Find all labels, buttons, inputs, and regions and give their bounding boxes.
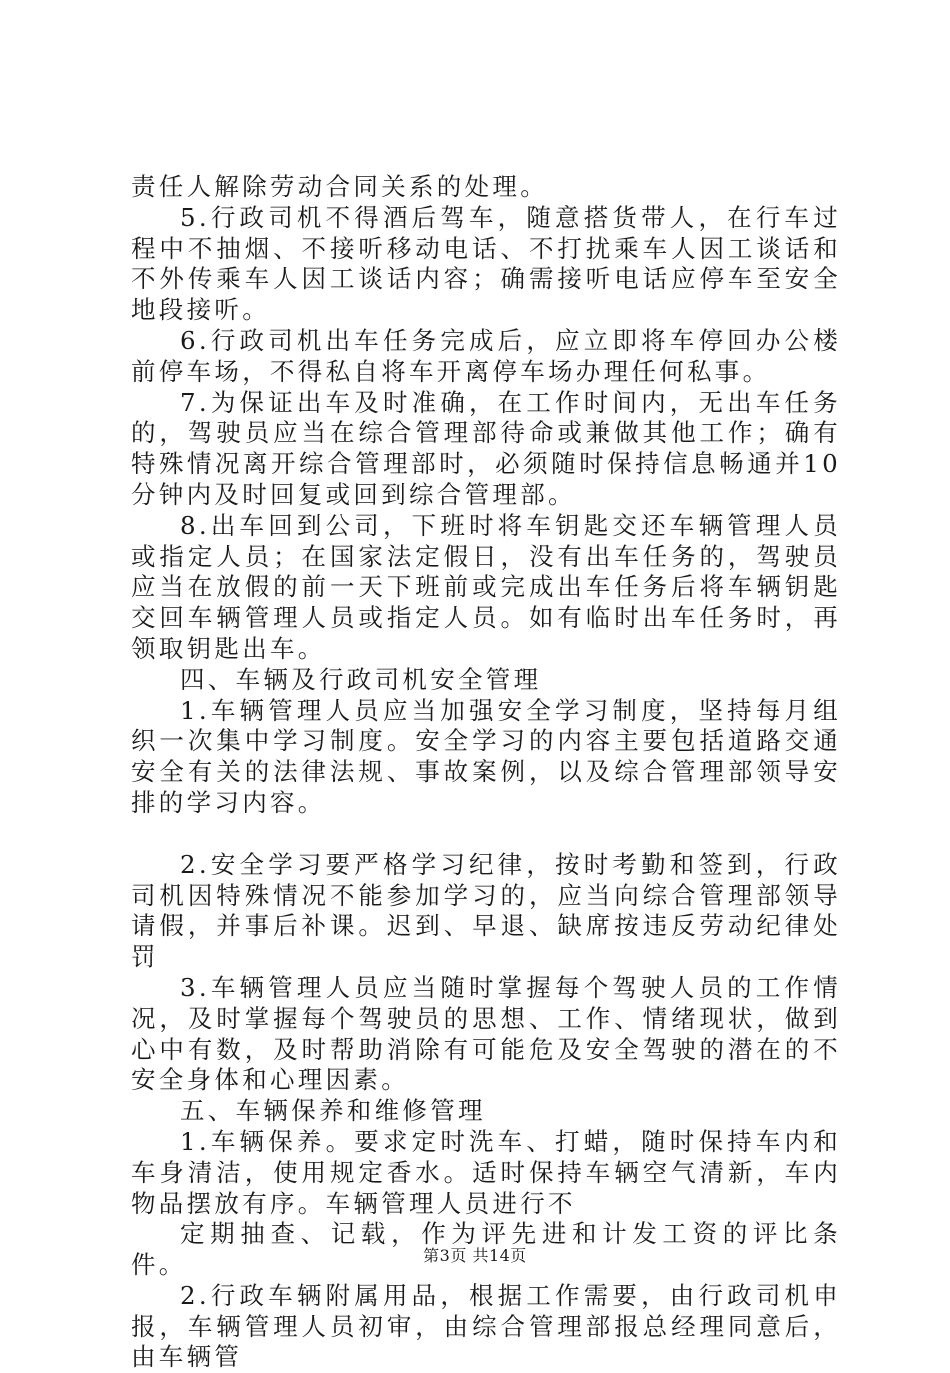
paragraph-continuation: 责任人解除劳动合同关系的处理。 [131,172,548,201]
paragraph-safety-2: 2.安全学习要严格学习纪律，按时考勤和签到，行政司机因特殊情况不能参加学习的，应当向综合管理部领导请假，并事后补课。迟到、早退、缺席按违反劳动纪律处罚 [131,849,841,972]
paragraph-item-7: 7.为保证出车及时准确，在工作时间内，无出车任务的，驾驶员应当在综合管理部待命或兼做其他工作；确有特殊情况离开综合管理部时，必须随时保持信息畅通并10分钟内及时回复或回到综合管理部。 [131,387,841,509]
section-heading-5: 五、车辆保养和维修管理 [180,1096,486,1126]
paragraph-item-5: 5.行政司机不得酒后驾车，随意搭货带人，在行车过程中不抽烟、不接听移动电话、不打扰乘车人因工谈话和不外传乘车人因工谈话内容；确需接听电话应停车至安全地段接听。 [131,202,841,325]
paragraph-safety-1: 1.车辆管理人员应当加强安全学习制度，坚持每月组织一次集中学习制度。安全学习的内容主要包括道路交通安全有关的法律法规、事故案例，以及综合管理部领导安排的学习内容。 [131,695,841,817]
document-body [131,172,841,1373]
paragraph-item-8: 8.出车回到公司，下班时将车钥匙交还车辆管理人员或指定人员；在国家法定假日，没有出车任务的，驾驶员应当在放假的前一天下班前或完成出车任务后将车辆钥匙交回车辆管理人员或指定人员。如有临时出车任务时，再领取钥匙出车。 [131,510,841,663]
section-heading-4: 四、车辆及行政司机安全管理 [180,664,542,694]
paragraph-safety-3: 3.车辆管理人员应当随时掌握每个驾驶人员的工作情况，及时掌握每个驾驶员的思想、工作、情绪现状，做到心中有数，及时帮助消除有可能危及安全驾驶的潜在的不安全身体和心理因素。 [131,972,841,1095]
paragraph-maintenance-2: 2.行政车辆附属用品，根据工作需要，由行政司机申报，车辆管理人员初审，由综合管理部报总经理同意后，由车辆管 [131,1280,841,1372]
paragraph-item-6: 6.行政司机出车任务完成后，应立即将车停回办公楼前停车场，不得私自将车开离停车场办理任何私事。 [131,325,841,386]
paragraph-maintenance-1-cont: 定期抽查、记载，作为评先进和计发工资的评比条件。 [131,1219,841,1280]
paragraph-maintenance-1: 1.车辆保养。要求定时洗车、打蜡，随时保持车内和车身清洁，使用规定香水。适时保持车辆空气清新，车内物品摆放有序。车辆管理人员进行不 [131,1126,841,1218]
page-footer: 第3页 共14页 [423,1246,527,1265]
